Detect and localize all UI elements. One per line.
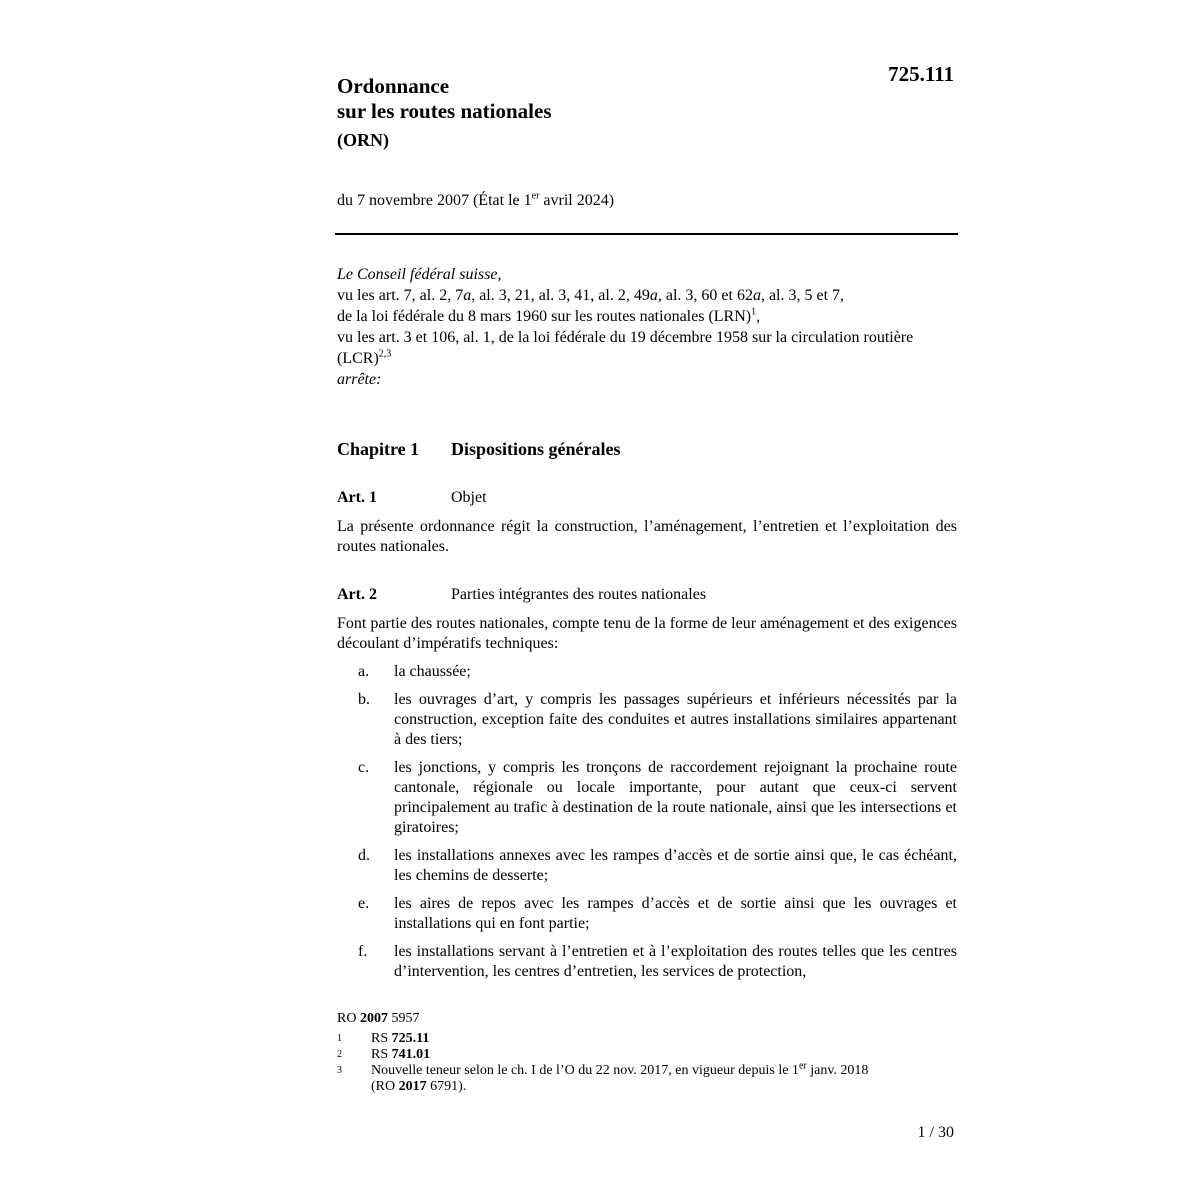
preamble-line-1: vu les art. 7, al. 2, 7a, al. 3, 21, al. 3, 41, al. 2, 49a, al. 3, 60 et 62a, al. 3, 5 et 7, — [337, 287, 845, 304]
list-item: f. les installations servant à l’entretien et à l’exploitation des routes telles que les centres d’intervention, les centres d’entretien, les services de protection, — [358, 943, 957, 980]
article-2-intro: Font partie des routes nationales, compte tenu de la forme de leur aménagement et des exigences découlant d’impératifs techniques: — [337, 615, 957, 652]
list-item: e. les aires de repos avec les rampes d’accès et de sortie ainsi que les ouvrages et installations qui en font partie; — [358, 895, 957, 932]
chapter-heading — [337, 439, 621, 460]
preamble — [337, 264, 957, 390]
list-item: c. les jonctions, y compris les tronçons de raccordement rejoignant la prochaine route cantonale, régionale ou locale importante, pour autant que ceux-ci servent principalement au trafic à destination de la route nationale, ainsi que les intersections et giratoires; — [358, 759, 957, 836]
footnote-ref[interactable]: 1 — [751, 306, 757, 318]
page-number: 1 / 30 — [917, 1124, 954, 1141]
article-2-list — [337, 662, 957, 990]
list-item: a. la chaussée; — [358, 663, 471, 680]
article-2-heading — [337, 586, 706, 604]
article-number: Art. 1 — [337, 489, 377, 506]
title-line-1: Ordonnance — [337, 74, 450, 98]
preamble-line-2: de la loi fédérale du 8 mars 1960 sur les routes nationales (LRN)$^1$, — [337, 306, 761, 325]
chapter-number: Chapitre 1 — [337, 439, 420, 459]
footnote: 2 RS 741.01 — [337, 1047, 431, 1062]
chapter-title: Dispositions générales — [451, 439, 621, 459]
sr-number: 725.111 — [888, 62, 954, 86]
official-compilation-ref: RO 2007 5957 — [337, 1011, 420, 1026]
article-number: Art. 2 — [337, 586, 377, 603]
footnotes — [337, 1031, 957, 1095]
article-title: Parties intégrantes des routes nationales — [451, 586, 707, 603]
article-1-heading — [337, 489, 487, 507]
document-date: du 7 novembre 2007 (État le 1er avril 2024) — [337, 190, 615, 209]
header-divider — [335, 233, 958, 235]
footnote-ref[interactable]: 2,3 — [378, 348, 392, 360]
document-title — [337, 74, 552, 153]
title-line-2: sur les routes nationales — [337, 99, 552, 123]
preamble-authority: Le Conseil fédéral suisse, — [337, 266, 502, 283]
list-item: b. les ouvrages d’art, y compris les passages supérieurs et inférieurs nécessités par la construction, exception faite des conduites et autres installations similaires appartenant à des tiers; — [358, 691, 957, 748]
title-abbreviation: (ORN) — [337, 130, 389, 150]
list-item: d. les installations annexes avec les rampes d’accès et de sortie ainsi que, le cas échéant, les chemins de desserte; — [358, 847, 957, 884]
article-1-text: La présente ordonnance régit la construction, l’aménagement, l’entretien et l’exploitation des routes nationales. — [337, 518, 957, 555]
footnote: 1 RS 725.11 — [337, 1031, 430, 1046]
preamble-decree: arrête: — [337, 371, 382, 388]
preamble-line-3: vu les art. 3 et 106, al. 1, de la loi fédérale du 19 décembre 1958 sur la circulation routière (LCR)$^{2,3}$ — [337, 329, 914, 367]
footnote: 3 Nouvelle teneur selon le ch. I de l’O du 22 nov. 2017, en vigueur depuis le 1er janv. 2018 (RO 2017 6791). — [337, 1060, 869, 1094]
article-title: Objet — [451, 489, 487, 506]
